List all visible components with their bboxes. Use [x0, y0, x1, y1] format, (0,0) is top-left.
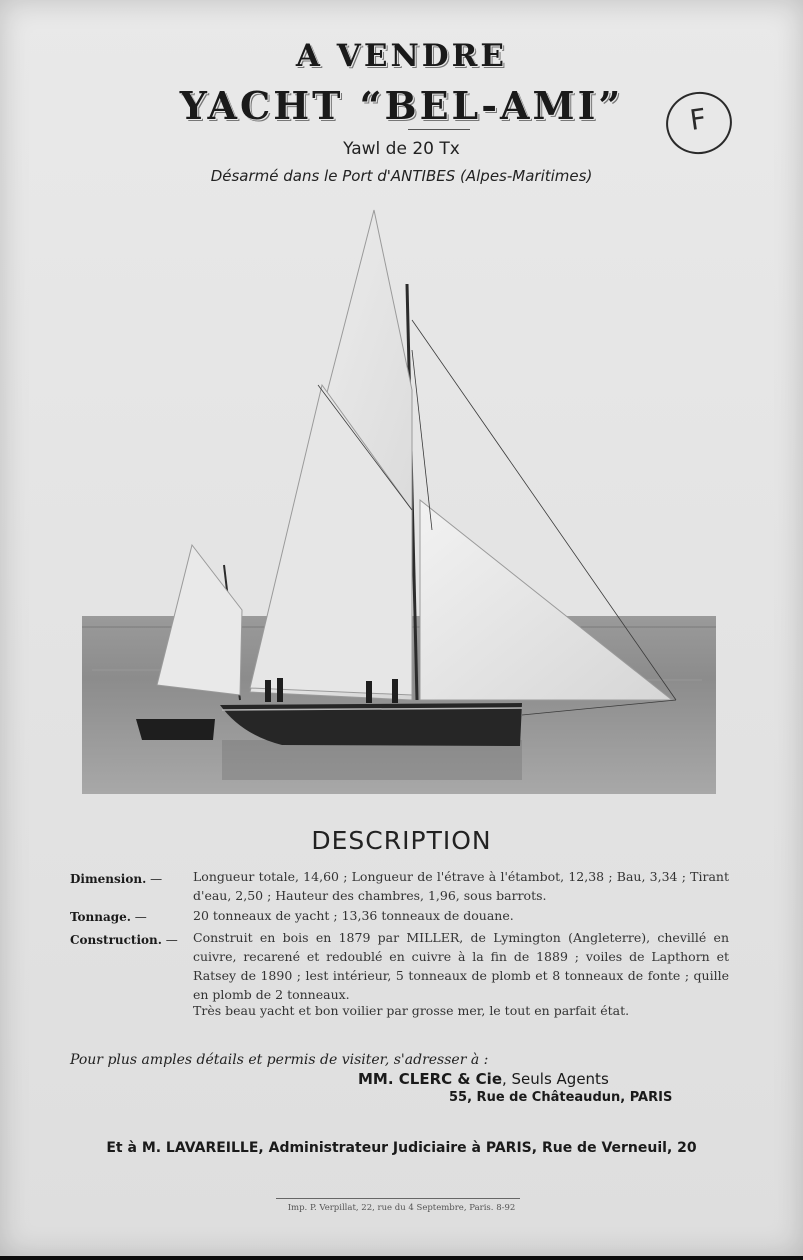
spec-label-dash: — [161, 933, 178, 947]
spec-label-dash: — [146, 872, 163, 886]
stamp-letter: F [687, 102, 709, 137]
photo-reflection [222, 740, 522, 780]
poster-title-a-vendre: A VENDRE [295, 38, 508, 74]
poster-subtitle: Yawl de 20 Tx [343, 139, 460, 159]
contact-address [449, 1090, 749, 1105]
address-city: PARIS [629, 1090, 673, 1105]
description-closing: Très beau yacht et bon voilier par grosse mer, le tout en parfait état. [193, 1003, 630, 1018]
spec-label-dimension [70, 872, 162, 886]
contact-agents [358, 1070, 758, 1088]
admin-rest: , Administrateur Judiciaire à PARIS, Rue de Verneuil, 20 [258, 1140, 697, 1156]
spec-label-tonnage [70, 910, 147, 924]
contact-intro: Pour plus amples détails et permis de visiter, s'adresser à : [70, 1052, 489, 1068]
spec-label-construction [70, 933, 178, 947]
agents-name: MM. CLERC & Cie [358, 1070, 502, 1088]
yacht-photograph [82, 200, 716, 794]
description-heading: DESCRIPTION [311, 826, 492, 855]
contact-administrator [0, 1140, 803, 1156]
spec-value-construction: Construit en bois en 1879 par MILLER, de Lymington (Angleterre), chevillé en cuivre, recarené et redoublé en cuivre à la fin de 1889 ; voiles de Lapthorn et Ratsey de 1890 ; lest intérieur, 5 tonneaux de plomb et 8 tonneaux de fonte ; quille en plomb de 2 tonneaux. [193, 930, 729, 1002]
printer-imprint: Imp. P. Verpillat, 22, rue du 4 Septembre, Paris. 8-92 [287, 1203, 516, 1213]
footer-rule [276, 1198, 520, 1199]
spec-label-dash: — [130, 910, 147, 924]
spec-value-dimension: Longueur totale, 14,60 ; Longueur de l'étrave à l'étambot, 12,38 ; Bau, 3,34 ; Tirant d'eau, 2,50 ; Hauteur des chambres, 1,96, sous barrots. [193, 869, 729, 903]
spec-label-text: Tonnage. [70, 910, 131, 924]
yacht-photograph-illustration [82, 200, 716, 794]
spec-label-text: Construction. [70, 933, 162, 947]
handwritten-f-stamp [666, 92, 732, 154]
poster-title-yacht-name: YACHT “BEL-AMI” [179, 83, 624, 128]
title-underline [408, 129, 470, 130]
photo-jib-sail [420, 500, 672, 700]
admin-prefix: Et à [106, 1140, 142, 1156]
photo-dinghy [136, 719, 215, 740]
address-street: 55, Rue de Châteaudun, [449, 1090, 630, 1105]
spec-label-text: Dimension. [70, 872, 147, 886]
poster-location: Désarmé dans le Port d'ANTIBES (Alpes-Maritimes) [210, 167, 593, 185]
agents-role: , Seuls Agents [502, 1070, 609, 1088]
spec-value-tonnage: 20 tonneaux de yacht ; 13,36 tonneaux de douane. [193, 908, 514, 923]
admin-name: M. LAVAREILLE [141, 1140, 259, 1156]
